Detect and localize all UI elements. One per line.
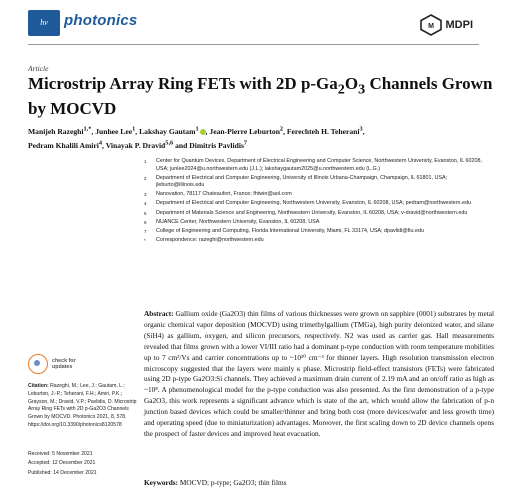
- affiliation-mark: 5: [144, 210, 147, 216]
- affiliations: [144, 158, 494, 246]
- author[interactable]: [106, 141, 190, 150]
- author-affiliation-mark: 2: [279, 125, 284, 132]
- publisher-logo[interactable]: [420, 14, 474, 36]
- affiliation-item: [144, 237, 494, 245]
- affiliation-text: College of Engineering and Computing, Florida International University, Miami, FL 33174, USA; dpavlidi@fiu.edu: [156, 227, 424, 234]
- affiliation-text: Department of Materials Science and Engineering, Northwestern University, Evanston, IL 60208, USA; v-dravid@northwestern.edu: [156, 209, 468, 216]
- affiliation-item: [144, 210, 494, 218]
- author-affiliation-mark: 1: [195, 125, 199, 132]
- author-list: [28, 123, 488, 152]
- affiliation-item: [144, 228, 494, 236]
- author-name: Pedram Khalili Amiri: [28, 141, 99, 151]
- publication-dates: [28, 450, 138, 478]
- published-date: Published: 14 December 2021: [28, 469, 97, 476]
- citation-block: [28, 383, 138, 430]
- affiliation-mark: 7: [144, 228, 147, 234]
- journal-logo: hv: [28, 10, 60, 36]
- citation-text[interactable]: Razeghi, M.; Lee, J.; Gautam, L.; Leburton, J.-P.; Teherani, F.H.; Amiri, P.K.; Grayson, M.; Dravid, V.P.; Pavlidis, D. Microstrip Array Ring FETs with 2D p-Ga2O3 Channels Grown by MOCVD. Photonics 2021, 8, 578. https://doi.org/10.3390/photonics8120578: [28, 383, 137, 428]
- title-part: Microstrip Array Ring FETs with 2D p-Ga: [28, 74, 338, 93]
- author[interactable]: [189, 141, 247, 150]
- affiliation-item: [144, 175, 494, 190]
- affiliation-mark: 1: [144, 159, 147, 164]
- article-title: [28, 74, 498, 118]
- author-affiliation-mark: 1,*: [83, 125, 92, 132]
- title-part: O: [344, 74, 359, 93]
- author-separator: ,: [102, 141, 106, 151]
- citation-label: Citation:: [28, 383, 49, 389]
- title-subscript: 2: [337, 81, 345, 98]
- abstract-text: Gallium oxide (Ga2O3) thin films of various thicknesses were grown on sapphire (0001) substrates by metal organic chemical vapor deposition (MOCVD) using trimethylgallium (TMGa), high purity deionized water, and silane (SiH4) as gallium, oxygen, and silicon precursors, respectively. N2 was used as carrier gas. Hall measurements revealed that films grown with a lower VI/III ratio had a dominant p-type conduction with room temperature mobilities up to 7 cm²/Vs and carrier concentrations up to ~10²⁰ cm⁻³ for thinner layers. High resolution transmission electron microscopy suggested that the layers were mainly κ phase. Microstrip field-effect transistors (FETs) were fabricated using 2D p-type Ga2O3:Si channels. They achieved a maximum drain current of 2.19 mA and an on/off ratio as high as ~10⁸. A phenomenological model for the p-type conduction was also presented. As the first demonstration of a p-type Ga2O3, this work represents a significant advance which is state of the art, which would allow the fabrication of p-n junction based devices which could be smaller/thinner and bring both cost (more devices/wafer and less growth time) and operating speed (due to miniaturization) advantages. Moreover, the first scaling down to 2D device channels opens the prospect of faster devices and improved heat evacuation.: [144, 309, 494, 438]
- author-separator: ,: [91, 126, 96, 136]
- affiliation-item: [144, 158, 494, 173]
- author[interactable]: [28, 127, 95, 136]
- author-separator: ,: [283, 126, 287, 136]
- affiliation-mark: 4: [144, 201, 147, 207]
- author[interactable]: [139, 127, 209, 136]
- affiliation-text: Correspondence: razeghi@northwestern.edu: [156, 236, 264, 243]
- affiliation-item: [144, 219, 494, 227]
- header-divider: [28, 44, 479, 45]
- author-name: Dimitris Pavlidis: [189, 141, 244, 151]
- affiliation-item: [144, 191, 494, 199]
- abstract: [144, 309, 494, 440]
- svg-text:M: M: [427, 23, 434, 30]
- author-name: Ferechteh H. Teherani: [286, 126, 360, 136]
- abstract-label: Abstract:: [144, 309, 174, 318]
- affiliation-mark: 2: [144, 175, 147, 181]
- check-for-updates-button[interactable]: [28, 354, 76, 374]
- author-affiliation-mark: 5,6: [165, 139, 174, 147]
- author-affiliation-mark: 7: [243, 139, 248, 147]
- author-affiliation-mark: 1: [132, 125, 136, 132]
- author-separator: ,: [205, 126, 210, 136]
- author-name: Jean-Pierre Leburton: [209, 126, 280, 136]
- updates-line1: check for: [52, 357, 76, 364]
- author-separator: and: [173, 141, 190, 151]
- keywords-text: MOCVD; p-type; Ga2O3; thin films: [179, 478, 287, 487]
- affiliation-text: NUANCE Center, Northwestern University, Evanston, IL 60208, USA: [156, 218, 320, 225]
- author-name: Vinayak P. Dravid: [105, 141, 166, 151]
- author[interactable]: [209, 127, 286, 136]
- article-type: Article: [28, 64, 49, 73]
- author-separator: ,: [135, 126, 140, 136]
- author-name: Junhee Lee: [95, 126, 133, 136]
- author[interactable]: [95, 127, 139, 136]
- publisher-name: MDPI: [445, 19, 473, 31]
- title-part: Channels Grown by MOCVD: [28, 74, 493, 119]
- author-affiliation-mark: 3: [359, 125, 363, 132]
- updates-icon: [28, 354, 48, 374]
- affiliation-text: Center for Quantum Devices, Department of Electrical Engineering and Computer Science, Northwestern University, Evanston, IL 60208, USA; junlee2024@u.northwestern.edu (J.L.); lakshaygautam2025@u.northwestern.edu (L.G.): [156, 158, 482, 172]
- updates-label: [52, 358, 76, 371]
- title-subscript: 3: [358, 81, 366, 98]
- affiliation-mark: *: [144, 237, 146, 243]
- author-name: Lakshay Gautam: [139, 126, 196, 136]
- keywords: [144, 478, 494, 487]
- author-separator: ,: [362, 126, 365, 136]
- received-date: Received: 5 November 2021: [28, 451, 93, 457]
- author-affiliation-mark: 4: [98, 139, 103, 147]
- affiliation-mark: 3: [144, 192, 147, 198]
- mdpi-logo-icon: [420, 14, 442, 36]
- accepted-date: Accepted: 12 December 2021: [28, 460, 96, 467]
- affiliation-mark: 6: [144, 219, 147, 225]
- updates-line2: updates: [52, 364, 73, 370]
- journal-name[interactable]: photonics: [64, 12, 138, 29]
- affiliation-text: Nanovation, 78117 Chateaufort, France; fhtwin@aol.com: [156, 191, 292, 198]
- keywords-label: Keywords:: [144, 478, 179, 487]
- affiliation-item: [144, 200, 494, 208]
- affiliation-text: Department of Electrical and Computer Engineering, Northwestern University, Evanston, IL 60208, USA; pedram@northwestern.edu: [156, 200, 471, 207]
- author[interactable]: [287, 127, 365, 136]
- affiliation-text: Department of Electrical and Computer Engineering, University of Illinois Urbana-Champaign, Champaign, IL 61801, USA; jleburto@illinois.edu: [156, 174, 448, 189]
- author[interactable]: [28, 141, 106, 150]
- author-name: Manijeh Razeghi: [28, 126, 84, 136]
